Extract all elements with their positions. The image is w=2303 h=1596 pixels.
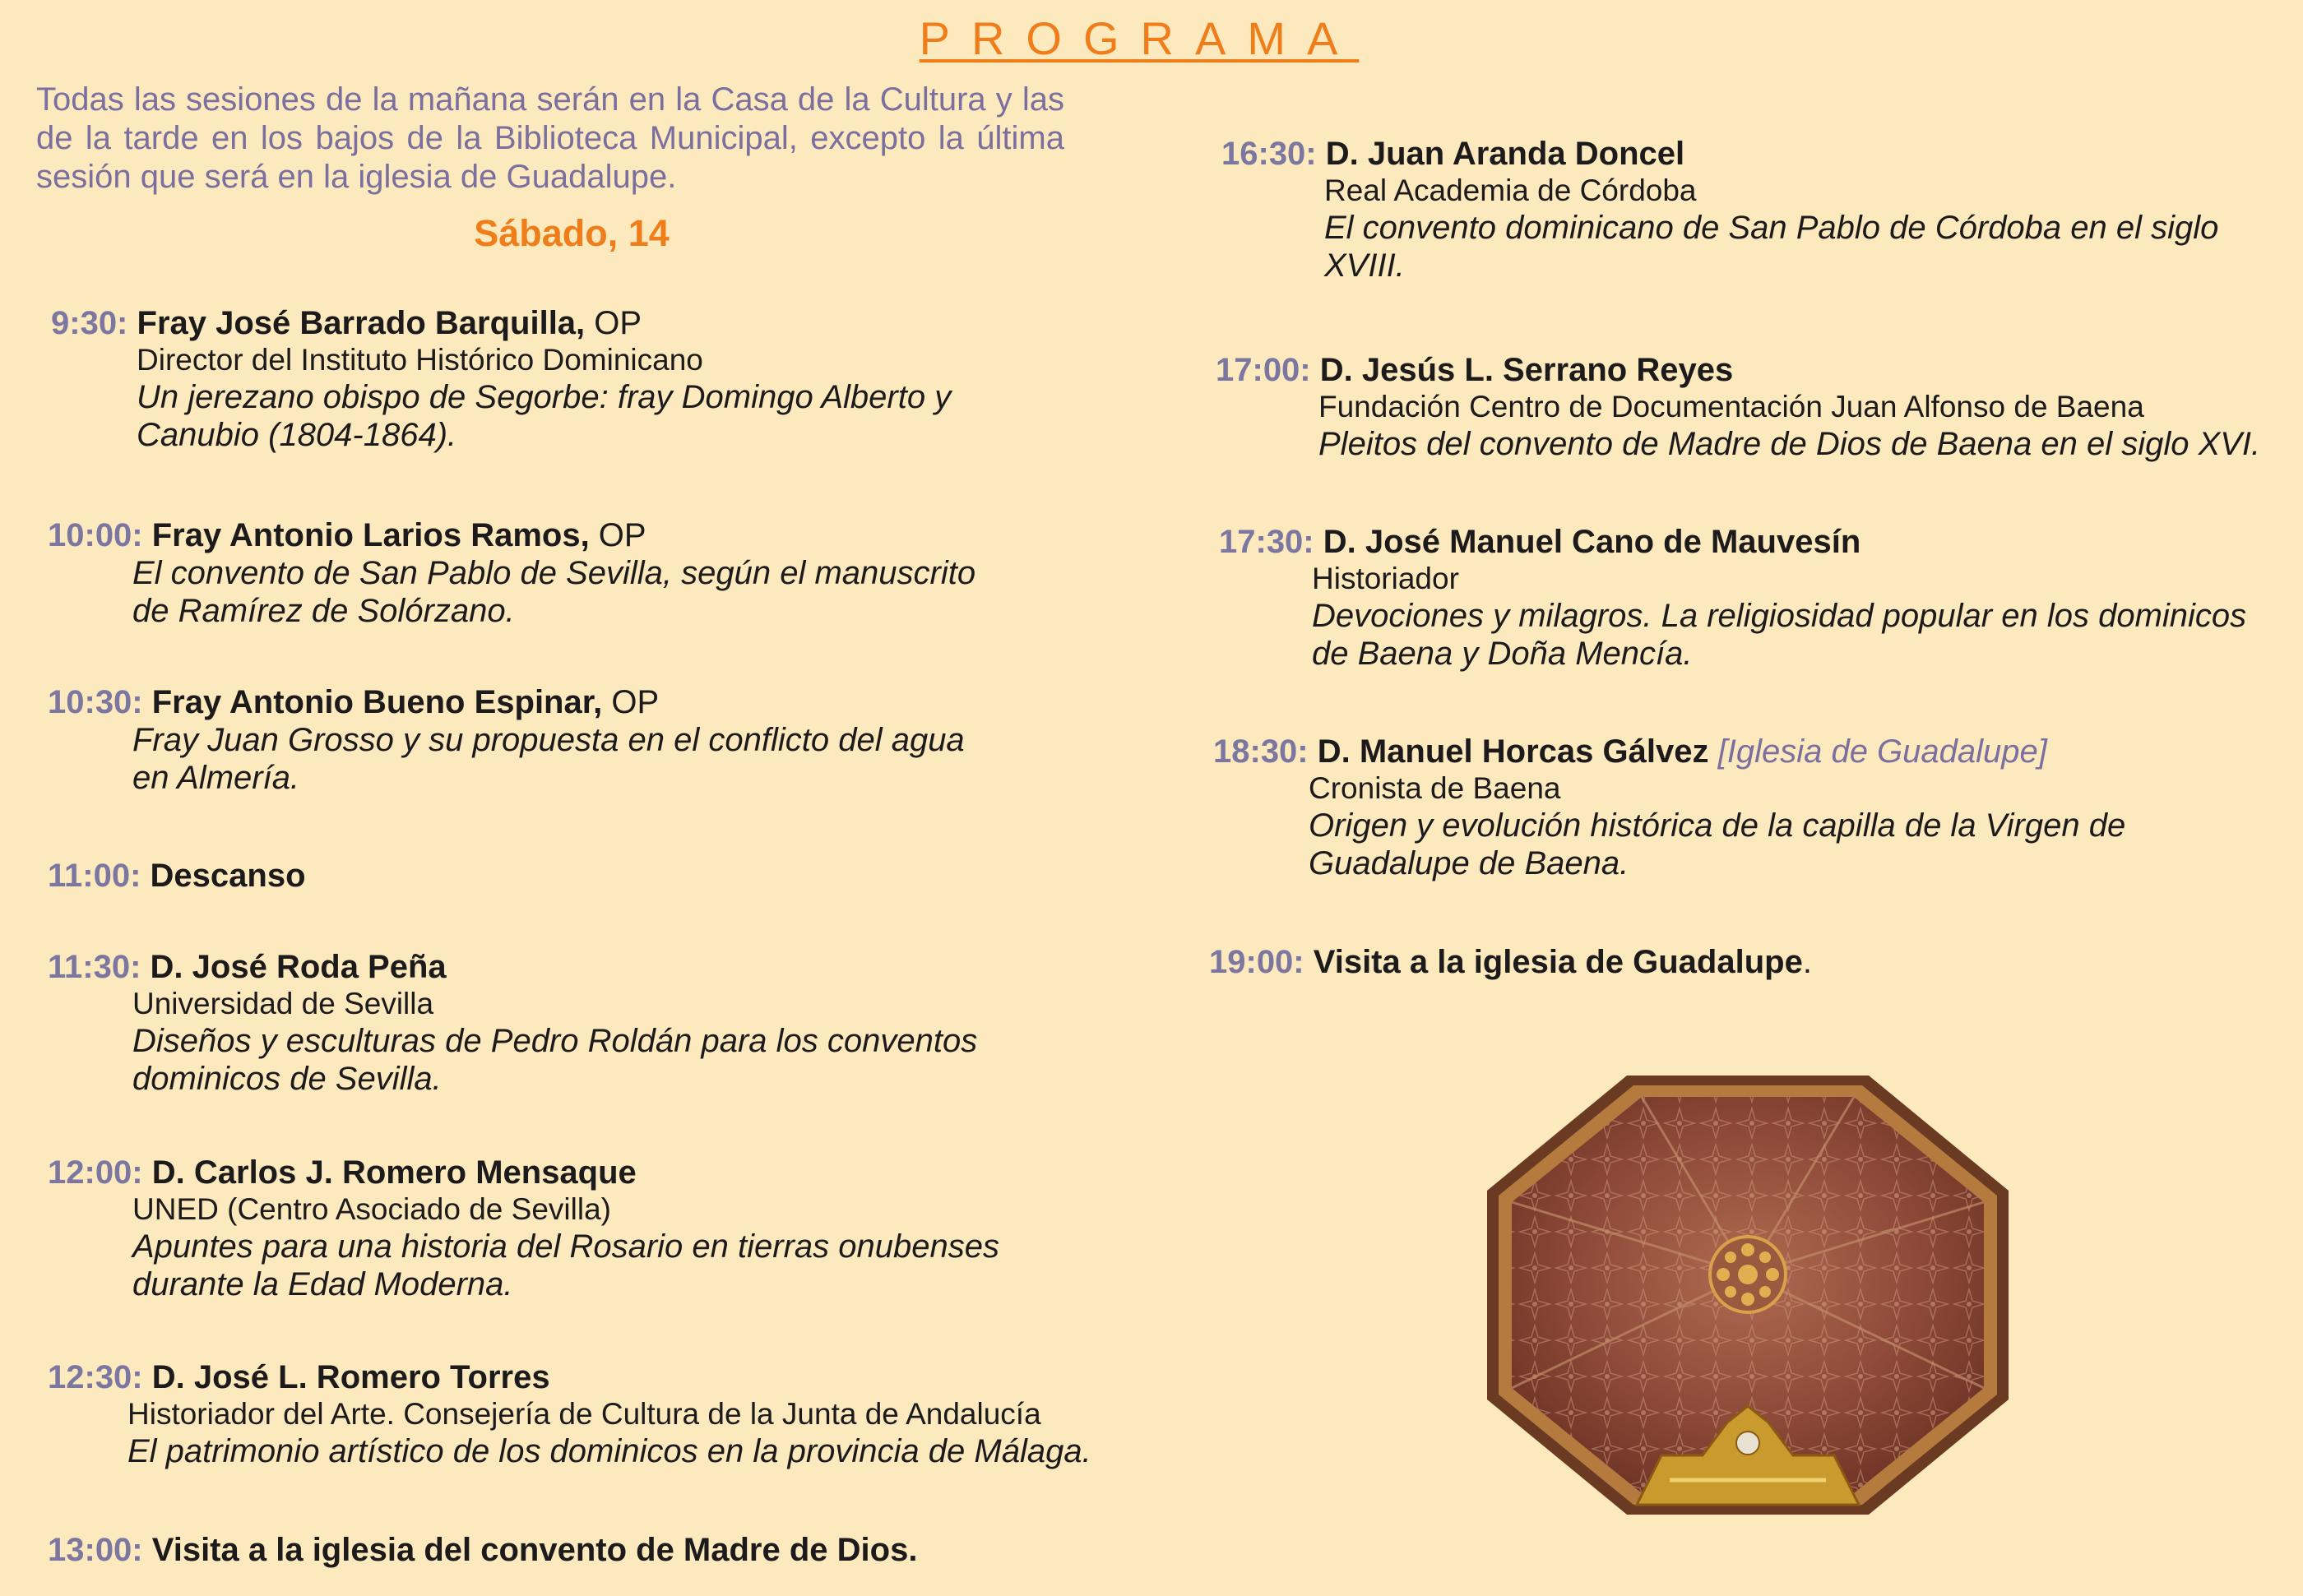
session-time: 12:00:: [48, 1154, 143, 1191]
speaker-name: Fray José Barrado Barquilla,: [137, 305, 586, 341]
speaker-suffix: OP: [585, 305, 642, 341]
talk-title-line: Origen y evolución histórica de la capilla de la Virgen de: [1309, 807, 2126, 844]
session-time: 18:30:: [1213, 733, 1309, 770]
session-1900: [1209, 943, 1812, 981]
talk-title-line: El patrimonio artístico de los dominicos en la provincia de Málaga.: [127, 1433, 1091, 1469]
talk-title-line: en Almería.: [132, 760, 300, 796]
speaker-affiliation: Universidad de Sevilla: [132, 987, 434, 1020]
talk-title-line: El convento dominicano de San Pablo de Córdoba en el siglo: [1324, 210, 2219, 246]
session-1700: [1216, 351, 2260, 463]
activity-label: Visita a la iglesia del convento de Madre de Dios.: [151, 1532, 918, 1568]
speaker-affiliation: Fundación Centro de Documentación Juan Alfonso de Baena: [1318, 390, 2144, 423]
talk-title-line: Canubio (1804-1864).: [137, 417, 457, 453]
speaker-name: Fray Antonio Larios Ramos,: [151, 517, 590, 553]
session-1300: [48, 1531, 917, 1569]
speaker-suffix: OP: [602, 684, 660, 720]
session-time: 13:00:: [48, 1532, 143, 1568]
session-1000: [48, 516, 975, 630]
speaker-name: D. Carlos J. Romero Mensaque: [151, 1154, 637, 1191]
talk-title-line: Diseños y esculturas de Pedro Roldán para los conventos: [132, 1023, 978, 1059]
talk-title-line: de Ramírez de Solórzano.: [132, 593, 515, 629]
session-1030: [48, 683, 965, 797]
talk-title-line: Un jerezano obispo de Segorbe: fray Domingo Alberto y: [137, 379, 952, 415]
session-time: 9:30:: [51, 305, 128, 341]
session-1730: [1219, 523, 2246, 673]
session-time: 16:30:: [1221, 136, 1317, 172]
session-time: 17:00:: [1216, 352, 1311, 388]
page-title: PROGRAMA: [919, 12, 1360, 64]
talk-title-line: Apuntes para una historia del Rosario en tierras onubenses: [132, 1228, 999, 1265]
speaker-name: D. José L. Romero Torres: [151, 1359, 550, 1395]
speaker-affiliation: Historiador del Arte. Consejería de Cultura de la Junta de Andalucía: [127, 1397, 1041, 1431]
intro-paragraph: Todas las sesiones de la mañana serán en la Casa de la Cultura y las de la tarde en los bajos de la Biblioteca Municipal, excepto la última sesión que será en la iglesia de Guadalupe.: [36, 81, 1064, 195]
session-1200: [48, 1154, 999, 1303]
session-time: 10:00:: [48, 517, 143, 553]
break-label: Descanso: [150, 858, 306, 894]
session-1230: [48, 1358, 1091, 1470]
speaker-name: D. Jesús L. Serrano Reyes: [1319, 352, 1734, 388]
speaker-name: D. José Manuel Cano de Mauvesín: [1323, 524, 1861, 560]
speaker-affiliation: Cronista de Baena: [1309, 771, 1561, 805]
speaker-name: D. Juan Aranda Doncel: [1325, 136, 1685, 172]
speaker-affiliation: Historiador: [1312, 562, 1459, 595]
speaker-suffix: OP: [589, 517, 646, 553]
day-heading: Sábado, 14: [474, 212, 670, 254]
session-time: 11:30:: [48, 949, 141, 985]
session-1130: [48, 948, 977, 1098]
speaker-affiliation: Real Academia de Córdoba: [1324, 173, 1697, 207]
session-time: 11:00:: [48, 858, 141, 894]
speaker-affiliation: Director del Instituto Histórico Dominicano: [137, 343, 703, 377]
session-time: 19:00:: [1209, 944, 1304, 980]
session-1630: [1221, 135, 2218, 285]
speaker-name: D. Manuel Horcas Gálvez: [1317, 733, 1709, 770]
speaker-name: Fray Antonio Bueno Espinar,: [151, 684, 603, 720]
talk-title-line: dominicos de Sevilla.: [132, 1061, 442, 1097]
talk-title-line: Guadalupe de Baena.: [1309, 845, 1629, 881]
session-time: 12:30:: [48, 1359, 143, 1395]
chapel-ceiling-image: [1480, 1069, 2015, 1521]
talk-title-line: El convento de San Pablo de Sevilla, según el manuscrito: [132, 555, 976, 591]
session-1100: [48, 857, 306, 895]
talk-title-line: de Baena y Doña Mencía.: [1312, 636, 1693, 672]
talk-title-line: XVIII.: [1324, 247, 1405, 284]
venue-note: [Iglesia de Guadalupe]: [1708, 733, 2047, 770]
speaker-affiliation: UNED (Centro Asociado de Sevilla): [132, 1192, 611, 1226]
talk-title-line: Fray Juan Grosso y su propuesta en el conflicto del agua: [132, 722, 965, 758]
talk-title-line: Devociones y milagros. La religiosidad popular en los dominicos: [1312, 598, 2247, 634]
session-time: 17:30:: [1219, 524, 1314, 560]
session-0930: [51, 304, 951, 454]
activity-suffix: .: [1802, 944, 1812, 980]
talk-title-line: durante la Edad Moderna.: [132, 1266, 513, 1302]
speaker-name: D. José Roda Peña: [150, 949, 447, 985]
talk-title-line: Pleitos del convento de Madre de Dios de Baena en el siglo XVI.: [1318, 426, 2261, 462]
activity-label: Visita a la iglesia de Guadalupe: [1313, 944, 1803, 980]
session-1830: [1213, 733, 2125, 882]
session-time: 10:30:: [48, 684, 143, 720]
